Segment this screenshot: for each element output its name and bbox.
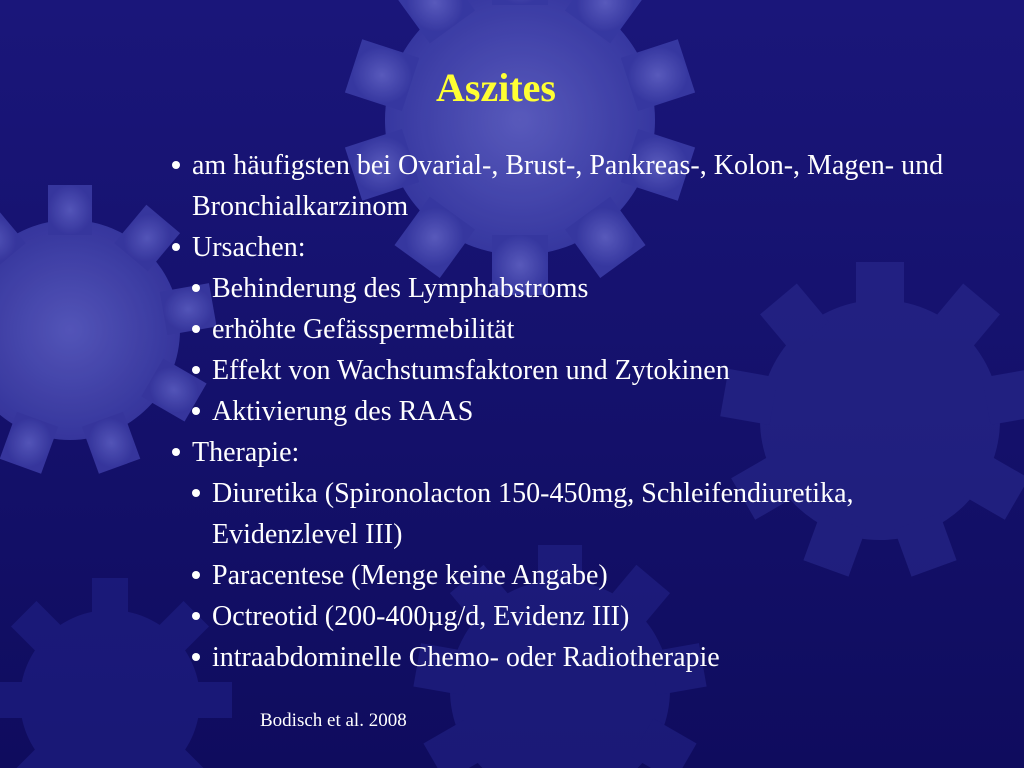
list-item-text: am häufigsten bei Ovarial-, Brust-, Pankreas-, Kolon-, Magen- und Bronchialkarzinom bbox=[192, 150, 944, 222]
list-item bbox=[170, 145, 950, 227]
sub-list-item-text: Aktivierung des RAAS bbox=[212, 396, 474, 427]
sub-list-item bbox=[192, 309, 950, 350]
sub-list-item-text: intraabdominelle Chemo- oder Radiotherapie bbox=[212, 642, 720, 673]
sub-list-item bbox=[192, 268, 950, 309]
sub-list-item bbox=[192, 350, 950, 391]
sub-list-item-text: Effekt von Wachstumsfaktoren und Zytokinen bbox=[212, 355, 730, 386]
sub-list-item-text: Octreotid (200-400µg/d, Evidenz III) bbox=[212, 601, 630, 632]
sub-list-item-text: Paracentese (Menge keine Angabe) bbox=[212, 560, 608, 591]
sub-list-item bbox=[192, 596, 950, 637]
sub-list-item bbox=[192, 637, 950, 678]
list-item-text: Ursachen: bbox=[192, 232, 306, 263]
sub-list-item-text: Behinderung des Lymphabstroms bbox=[212, 273, 589, 304]
sub-list-therapie bbox=[192, 473, 950, 678]
sub-list-item bbox=[192, 473, 950, 555]
bullet-list bbox=[170, 145, 950, 678]
list-item bbox=[170, 432, 950, 678]
source-citation: Bodisch et al. 2008 bbox=[260, 710, 407, 731]
sub-list-ursachen bbox=[192, 268, 950, 432]
slide-title: Aszites bbox=[436, 65, 556, 110]
list-item bbox=[170, 227, 950, 432]
sub-list-item-text: Diuretika (Spironolacton 150-450mg, Schleifendiuretika, Evidenzlevel III) bbox=[212, 478, 854, 550]
sub-list-item-text: erhöhte Gefässpermebilität bbox=[212, 314, 515, 345]
list-item-text: Therapie: bbox=[192, 437, 300, 468]
sub-list-item bbox=[192, 391, 950, 432]
sub-list-item bbox=[192, 555, 950, 596]
